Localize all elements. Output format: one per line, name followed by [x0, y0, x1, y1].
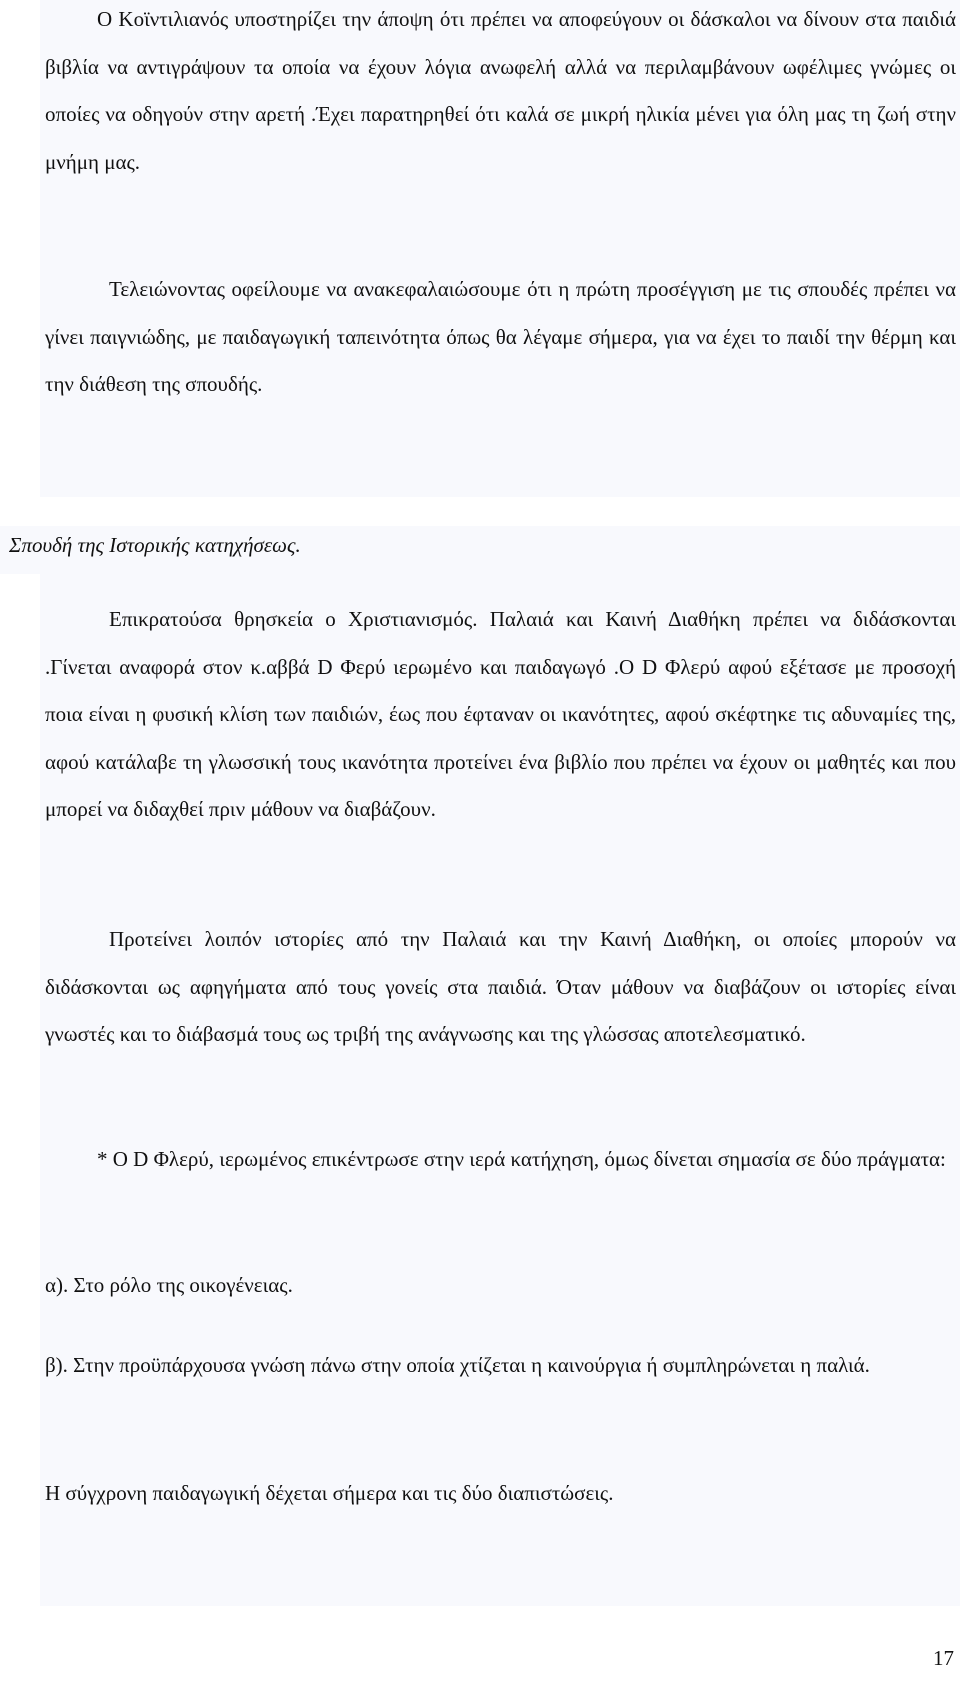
- page-number: 17: [933, 1646, 954, 1670]
- paragraph-conclusion: Τελειώνοντας οφείλουμε να ανακεφαλαιώσουμε ότι η πρώτη προσέγγιση με τις σπουδές πρέπει να γίνει παιγνιώδης, με παιδαγωγική ταπεινότητα όπως θα λέγαμε σήμερα, για να έχει το παιδί την θέρμη και την διάθεση της σπουδής.: [45, 277, 956, 396]
- list-item-prior-knowledge: β). Στην προϋπάρχουσα γνώση πάνω στην οποία χτίζεται η καινούργια ή συμπληρώνεται η παλιά.: [45, 1353, 870, 1377]
- paragraph-quintilian: Ο Κοϊντιλιανός υποστηρίζει την άποψη ότι πρέπει να αποφεύγουν οι δάσκαλοι να δίνουν στα παιδιά βιβλία να αντιγράψουν τα οποία να έχουν λόγια ανωφελή αλλά να περιλαμβάνουν ωφέλιμες γνώμες οι οποίες να οδηγούν στην αρετή .Έχει παρατηρηθεί ότι καλά σε μικρή ηλικία μένει για όλη μας τη ζωή στην μνήμη μας.: [45, 7, 956, 174]
- list-item-family: α). Στο ρόλο της οικογένειας.: [45, 1273, 293, 1297]
- section-heading: Σπουδή της Ιστορικής κατηχήσεως.: [9, 533, 301, 557]
- paragraph-stories: Προτείνει λοιπόν ιστορίες από την Παλαιά και την Καινή Διαθήκη, οι οποίες μπορούν να διδάσκονται ως αφηγήματα από τους γονείς στα παιδιά. Όταν μάθουν να διαβάζουν οι ιστορίες είναι γνωστές και το διάβασμά τους ως τριβή της ανάγνωσης και της γλώσσας αποτελεσματικό.: [45, 927, 956, 1046]
- paragraph-christianity: Επικρατούσα θρησκεία ο Χριστιανισμός. Παλαιά και Καινή Διαθήκη πρέπει να διδάσκονται .Γίνεται αναφορά στον κ.αββά D Φερύ ιερωμένο και παιδαγωγό .O D Φλερύ αφού εξέτασε με προσοχή ποια είναι η φυσική κλίση των παιδιών, έως που έφταναν οι ικανότητες, αφού σκέφτηκε τις αδυναμίες της, αφού κατάλαβε τη γλωσσική τους ικανότητα προτείνει ένα βιβλίο που πρέπει να έχουν οι μαθητές και που μπορεί να διδαχθεί πριν μάθουν να διαβάζουν.: [45, 607, 956, 821]
- paragraph-modern-pedagogy: Η σύγχρονη παιδαγωγική δέχεται σήμερα και τις δύο διαπιστώσεις.: [45, 1481, 614, 1505]
- paragraph-fleury: * O D Φλερύ, ιερωμένος επικέντρωσε στην ιερά κατήχηση, όμως δίνεται σημασία σε δύο πράγματα:: [97, 1147, 946, 1171]
